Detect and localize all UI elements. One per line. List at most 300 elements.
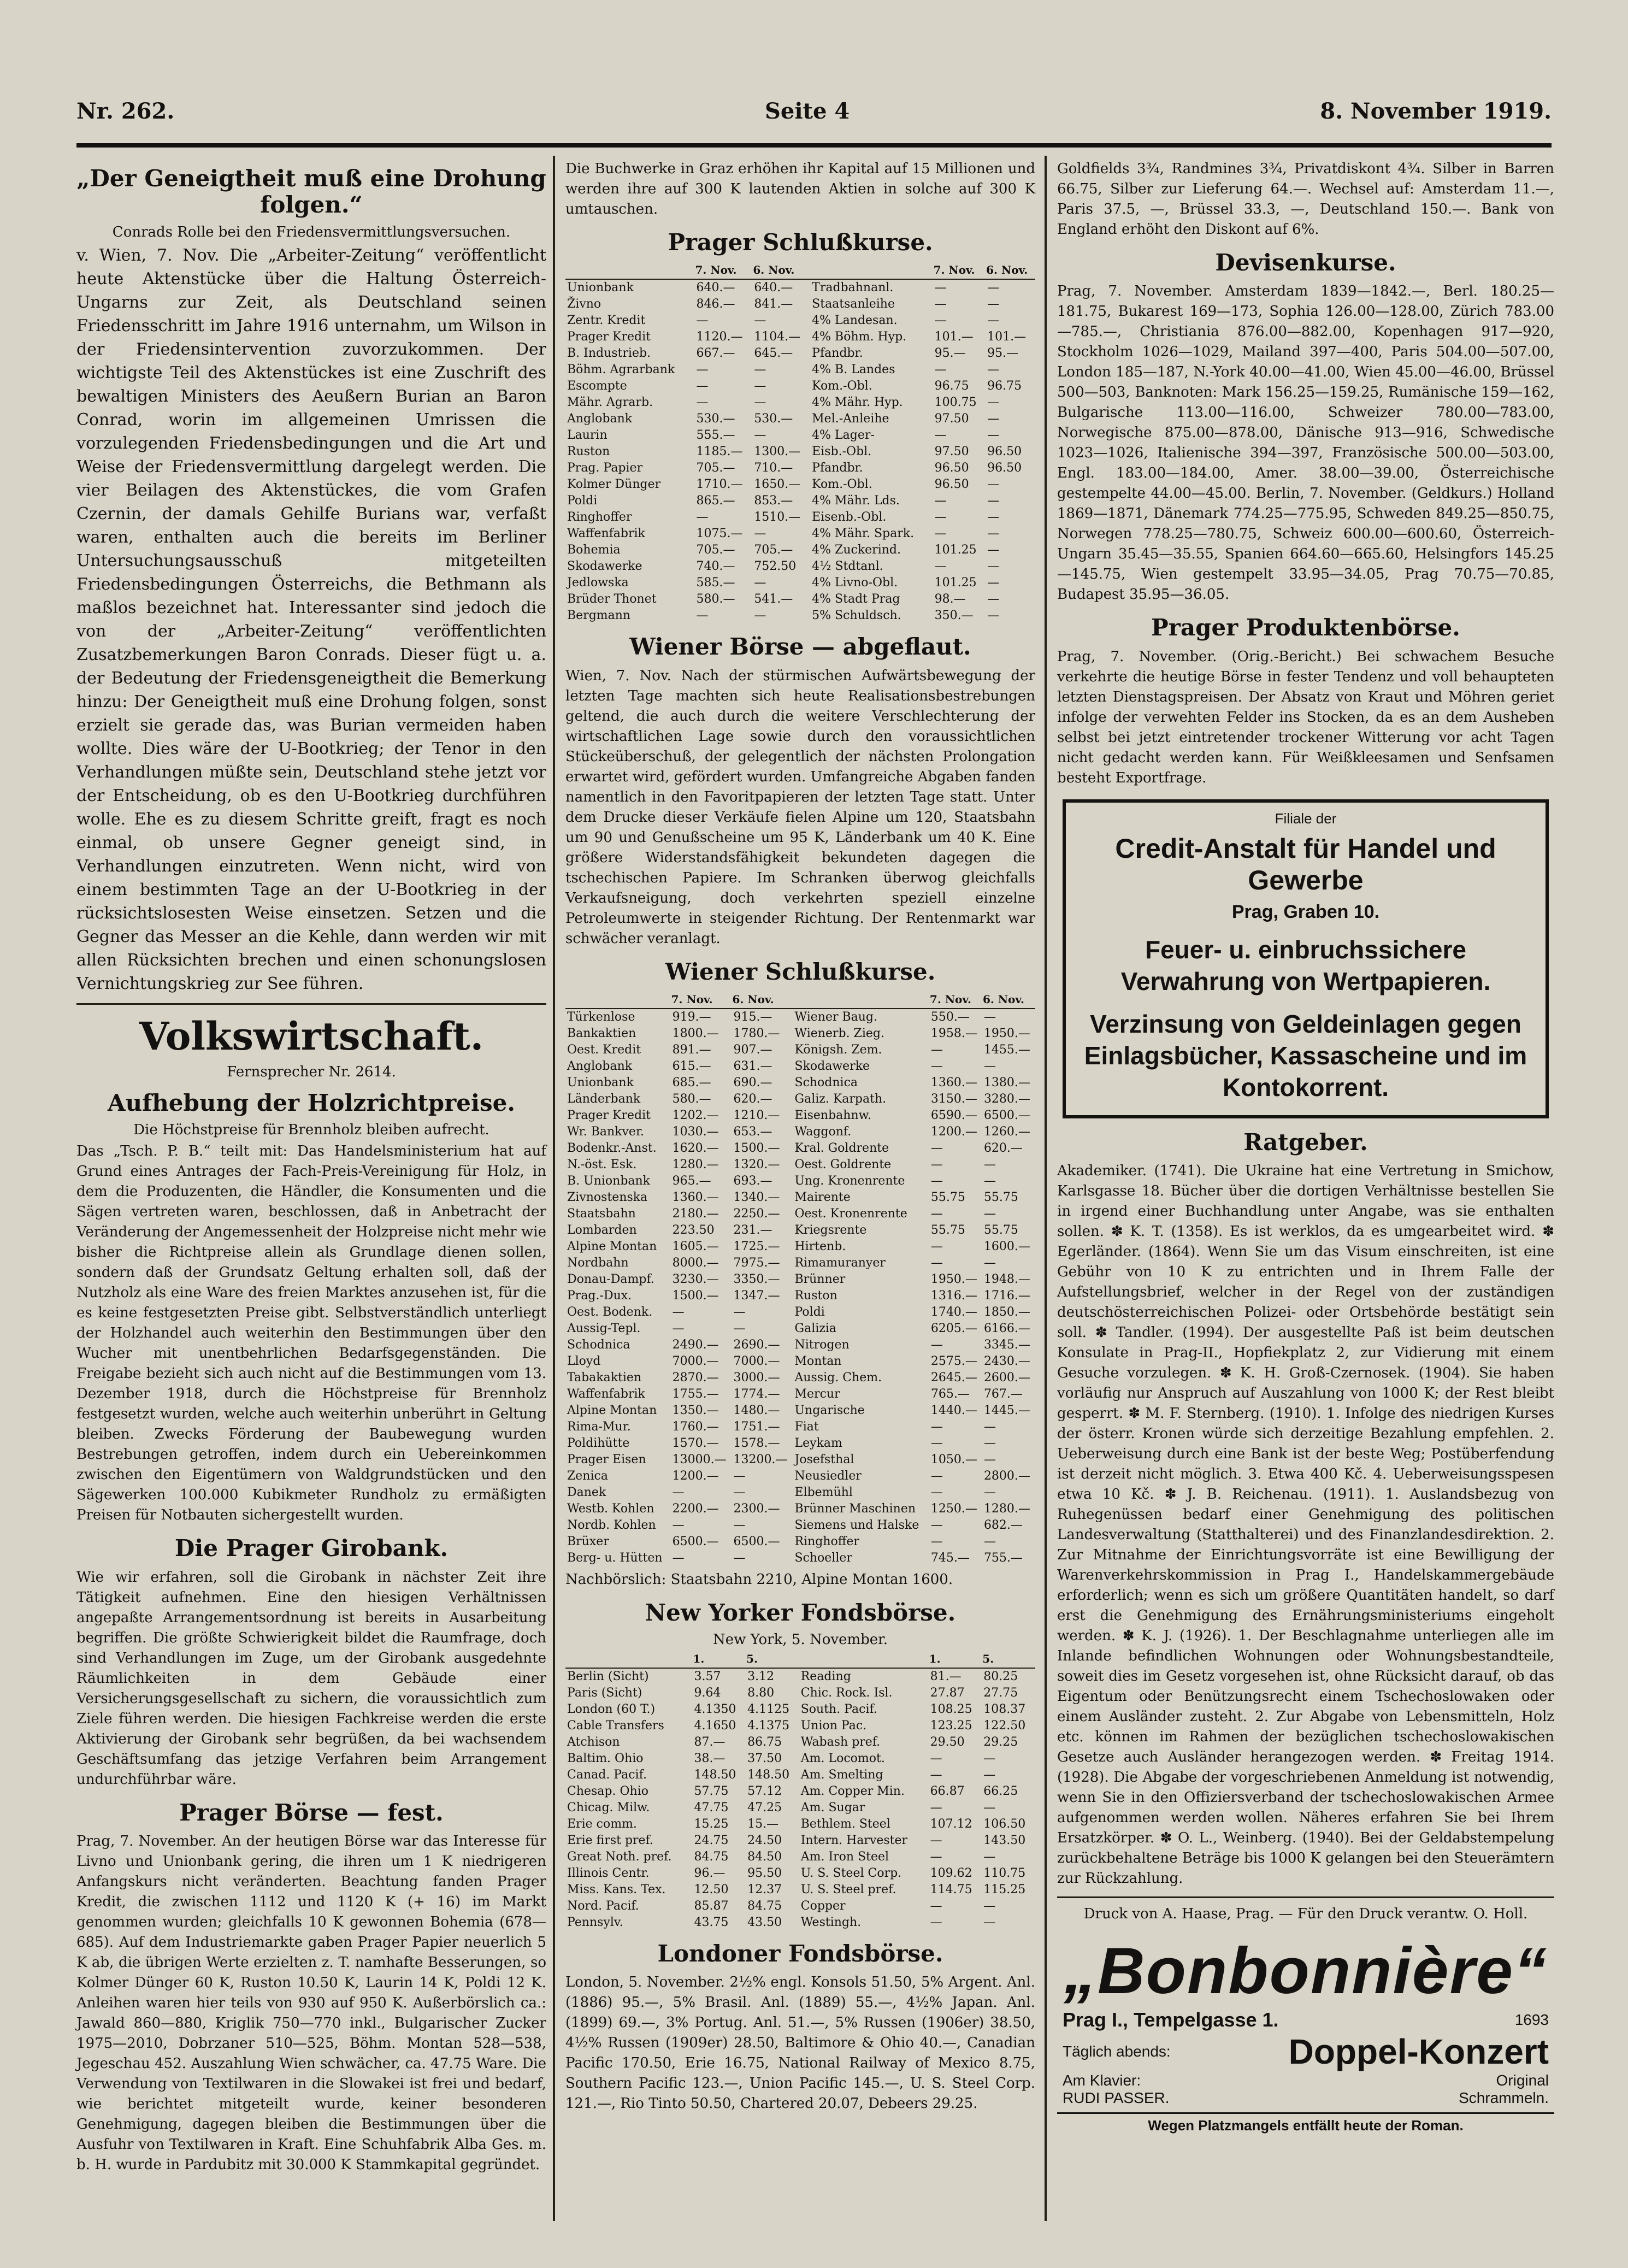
table-cell: Am. Sugar [800, 1801, 865, 1815]
new-york-table [565, 1650, 1035, 1931]
table-cell: — [934, 297, 947, 311]
table-cell: 1250.— [930, 1501, 977, 1516]
table-cell: — [983, 1256, 996, 1270]
table-cell: 693.— [733, 1174, 772, 1188]
column-3 [1057, 156, 1554, 2232]
ad-line: Filiale der [1275, 810, 1337, 827]
table-cell: — [733, 1305, 746, 1319]
table-cell: — [754, 396, 766, 410]
table-cell: — [754, 576, 766, 590]
table-row [565, 1157, 1035, 1173]
table-cell: — [987, 297, 1000, 311]
table-cell: Cable Transfers [567, 1719, 664, 1733]
table-cell: — [930, 1338, 943, 1352]
table-cell: Mercur [794, 1387, 840, 1401]
table-header-row [565, 991, 1035, 1009]
table-cell: — [672, 1485, 685, 1499]
table-row [565, 1668, 1035, 1685]
table-cell: Laurin [567, 428, 607, 443]
table-cell: Siemens und Halske [794, 1518, 919, 1532]
table-cell: Lloyd [567, 1354, 601, 1368]
table-cell: 1950.— [930, 1272, 977, 1286]
table-row [565, 1685, 1035, 1701]
table-row [565, 345, 1035, 362]
table-cell: Westb. Kohlen [567, 1501, 654, 1516]
table-header-cell: 1. [692, 1650, 746, 1668]
table-cell: — [987, 576, 1000, 590]
table-cell: 1740.— [930, 1305, 977, 1319]
table-cell: 555.— [696, 428, 735, 443]
table-row [565, 1734, 1035, 1751]
table-cell: Lombarden [567, 1223, 637, 1237]
table-cell: 115.25 [983, 1883, 1026, 1897]
table-cell: 865.— [696, 494, 735, 508]
table-row [565, 378, 1035, 394]
table-header-row [565, 261, 1035, 279]
table-cell: 95.— [987, 346, 1019, 361]
table-cell: 2180.— [672, 1206, 719, 1221]
table-cell: 1075.— [696, 527, 743, 541]
table-cell: Bodenkr.-Anst. [567, 1141, 657, 1155]
table-cell: Mähr. Agrarb. [567, 396, 653, 410]
table-row [565, 509, 1035, 526]
table-cell: Atchison [567, 1735, 620, 1749]
table-cell: Eisenb.-Obl. [812, 510, 887, 525]
article-title: Die Prager Girobank. [174, 1535, 449, 1562]
table-cell: 101.— [987, 330, 1027, 344]
table-cell: — [934, 363, 947, 377]
table-cell: 100.75 [934, 396, 977, 410]
table-cell: — [983, 1436, 996, 1450]
table-cell: Bergmann [567, 609, 631, 623]
table-cell: — [930, 1752, 942, 1766]
table-cell: 2600.— [983, 1370, 1030, 1385]
table-cell: Paris (Sicht) [567, 1686, 642, 1700]
table-note: Nachbörslich: Staatsbahn 2210, Alpine Montan 1600. [565, 1571, 953, 1588]
table-cell: — [930, 1850, 942, 1864]
table-cell: — [987, 559, 1000, 574]
table-cell: 96.75 [987, 379, 1022, 393]
table-cell: 4% Lager- [812, 428, 875, 443]
column-rule-1 [553, 156, 555, 2221]
table-cell: 1347.— [733, 1288, 780, 1303]
ad-daily: Täglich abends: [1063, 2042, 1171, 2060]
table-cell: 148.50 [694, 1768, 736, 1782]
table-cell: Ringhoffer [567, 510, 632, 525]
article-body: v. Wien, 7. Nov. Die „Arbeiter-Zeitung“ veröffentlicht heute Aktenstücke über die Haltung Österreich-Ungarns zur Zeit, als Deutschland seinen Friedensschritt im Jahre 1916 unternahm, um Wilson in der Friedensintervention zuvorzukommen. Der wichtigste Teil des Aktenstückes ist eine Zuschrift des bewaltigen Ministers des Aeußern Burian an Baron Conrad, worin im allgemeinen Umrissen die vorzulegenden Friedensbedingungen und die Art und Weise der Friedensvermittlung dargelegt werden. Die vier Beilagen des Aktenstückes, die vom Grafen Czernin, der damals Gehilfe Burians war, verfaßt waren, enthalten auch die bereits im Berliner Untersuchungsausschuß mitgeteilten Friedensbedingungen Österreichs, die Bethmann als maßlos bezeichnet hat. Interessanter sind jedoch die von der „Arbeiter-Zeitung“ veröffentlichten Zusatzbemerkungen Baron Conrads. Dieser fügt u. a. der Bedeutung der Friedensgeneigtheit die Bemerkung hinzu: Der Geneigtheit muß eine Drohung folgen, sonst erzielt sie gerade das, was Burian vermeiden haben wollte. Dies wäre der U-Bootkrieg; der Tenor in den Verhandlungen müßte sein, Deutschland stehe jetzt vor der Entscheidung, ob es den U-Bootkrieg durchführen wolle. Ehe es zu diesem Schritte greift, fragt es noch einmal, ob unsere Gegner geneigt sind, in Verhandlungen einzutreten. Wenn nicht, wird von einem bestimmten Tage an der U-Bootkrieg in der rücksichtslosesten Weise einsetzen. Setzen und die Gegner das Messer an die Kehle, dann werden wir mit allen Rücksichten brechen und einen schonungslosen Vernichtungskrieg zur See führen. [76, 245, 546, 993]
ad-address: Prag, Graben 10. [1231, 901, 1380, 922]
ad-address: Prag I., Tempelgasse 1. [1063, 2008, 1279, 2031]
table-cell: Chicag. Milw. [567, 1801, 650, 1815]
table-cell: 29.50 [930, 1735, 965, 1749]
table-row [565, 542, 1035, 558]
table-cell: — [930, 1834, 942, 1848]
table-cell: 3.57 [694, 1670, 721, 1684]
table-cell: Nord. Pacif. [567, 1899, 639, 1913]
table-cell: — [754, 428, 766, 443]
table-row [565, 1701, 1035, 1718]
table-cell: 101.— [934, 330, 974, 344]
table-row [565, 1452, 1035, 1468]
table-cell: Oest. Bodenk. [567, 1305, 653, 1319]
table-cell: — [733, 1321, 746, 1335]
table-cell: — [983, 1174, 996, 1188]
table-cell: — [983, 1899, 996, 1913]
table-cell: 752.50 [754, 559, 797, 574]
table-cell: — [987, 592, 1000, 606]
table-cell: 541.— [754, 592, 793, 606]
table-cell: 8000.— [672, 1256, 719, 1270]
table-cell: Galizia [794, 1321, 837, 1335]
table-cell: — [987, 510, 1000, 525]
table-cell: 740.— [696, 559, 735, 574]
table-cell: 6166.— [983, 1321, 1030, 1335]
table-cell: Alpine Montan [567, 1403, 657, 1417]
table-cell: — [930, 1469, 943, 1483]
article-title: Prager Börse — fest. [179, 1799, 444, 1826]
table-cell: 5% Schuldsch. [812, 609, 901, 623]
table-cell: — [672, 1321, 685, 1335]
table-cell: 2645.— [930, 1370, 977, 1385]
table-row [565, 1140, 1035, 1157]
table-cell: 107.12 [930, 1817, 972, 1831]
table-cell: 7000.— [672, 1354, 719, 1368]
table-cell: 55.75 [983, 1223, 1018, 1237]
table-cell: 2490.— [672, 1338, 719, 1352]
table-cell: 615.— [672, 1059, 711, 1073]
table-row [565, 1468, 1035, 1484]
table-cell: — [934, 281, 947, 295]
table-cell: 84.75 [747, 1899, 782, 1913]
table-cell: — [983, 1206, 996, 1221]
table-cell: 682.— [983, 1518, 1023, 1532]
table-cell: 767.— [983, 1387, 1023, 1401]
issue-date: 8. November 1919. [1320, 98, 1552, 124]
table-cell: 4% Mähr. Hyp. [812, 396, 903, 410]
table-row [565, 1370, 1035, 1386]
table-cell: 1760.— [672, 1419, 719, 1434]
table-cell: Alpine Montan [567, 1239, 657, 1253]
table-header-cell: 7. Nov. [933, 261, 986, 279]
section-subtitle: Fernsprecher Nr. 2614. [227, 1064, 396, 1081]
table-cell: 87.— [694, 1735, 725, 1749]
table-cell: 15.— [747, 1817, 779, 1831]
table-cell: — [987, 428, 1000, 443]
table-cell: Skodawerke [794, 1059, 870, 1073]
table-row [565, 526, 1035, 542]
table-cell: Copper [800, 1899, 846, 1913]
table-cell: Brünner Maschinen [794, 1501, 916, 1516]
table-cell: — [987, 494, 1000, 508]
table-cell: 1800.— [672, 1026, 719, 1040]
page-number: Seite 4 [765, 98, 850, 124]
table-cell: 1200.— [672, 1469, 719, 1483]
table-cell: 1774.— [733, 1387, 780, 1401]
table-cell: — [672, 1551, 685, 1565]
table-cell: 80.25 [983, 1670, 1018, 1684]
table-cell: 1120.— [696, 330, 743, 344]
table-cell: Poldi [794, 1305, 825, 1319]
bank-advertisement [1063, 799, 1549, 1118]
table-row [565, 1239, 1035, 1255]
table-row [565, 313, 1035, 329]
table-cell: — [696, 396, 709, 410]
table-cell: 108.37 [983, 1703, 1026, 1717]
table-cell: N.-öst. Esk. [567, 1157, 637, 1171]
table-cell: Oest. Goldrente [794, 1157, 892, 1171]
table-cell: Zivnostenska [567, 1190, 648, 1204]
table-cell: Josefsthal [794, 1452, 854, 1466]
table-cell: — [930, 1801, 942, 1815]
table-row [565, 1058, 1035, 1075]
table-cell: Skodawerke [567, 559, 642, 574]
table-row [565, 1271, 1035, 1288]
table-cell: Waggonf. [794, 1124, 852, 1139]
table-cell: Anglobank [567, 1059, 633, 1073]
column-rule-2 [1045, 156, 1047, 2221]
table-cell: 43.75 [694, 1916, 729, 1930]
table-row [565, 394, 1035, 411]
table-cell: 1958.— [930, 1026, 977, 1040]
table-cell: 1510.— [754, 510, 801, 525]
table-cell: 4% Böhm. Hyp. [812, 330, 907, 344]
table-cell: Ungarische [794, 1403, 865, 1417]
table-cell: 37.50 [747, 1752, 782, 1766]
table-cell: — [983, 1419, 996, 1434]
table-cell: Canad. Pacif. [567, 1768, 647, 1782]
table-cell: 1570.— [672, 1436, 719, 1450]
table-cell: — [930, 1141, 943, 1155]
table-cell: 891.— [672, 1042, 711, 1057]
table-cell: 84.50 [747, 1850, 782, 1864]
table-row [565, 1353, 1035, 1370]
table-cell: 9.64 [694, 1686, 721, 1700]
table-cell: 530.— [754, 412, 793, 426]
table-cell: 710.— [754, 461, 793, 475]
table-row [565, 1718, 1035, 1734]
table-cell: Rima-Mur. [567, 1419, 631, 1434]
table-cell: 1751.— [733, 1419, 780, 1434]
table-cell: Reading [800, 1670, 851, 1684]
ad-piano-label: Am Klavier: [1063, 2071, 1141, 2089]
table-cell: Pfandbr. [812, 346, 863, 361]
table-cell: South. Pacif. [800, 1703, 877, 1717]
table-cell: — [696, 363, 709, 377]
table-cell: Danek [567, 1485, 606, 1499]
table-cell: 631.— [733, 1059, 772, 1073]
table-cell: 96.50 [987, 445, 1022, 459]
table-cell: — [930, 1899, 942, 1913]
table-cell: Königsh. Zem. [794, 1042, 882, 1057]
table-cell: — [983, 1010, 996, 1024]
table-cell: 765.— [930, 1387, 970, 1401]
table-cell: Pennsylv. [567, 1916, 623, 1930]
table-cell: — [754, 609, 766, 623]
table-row [565, 1914, 1035, 1931]
table-cell: Erie comm. [567, 1817, 637, 1831]
table-cell: Ringhoffer [794, 1534, 859, 1548]
table-title: New Yorker Fondsbörse. [645, 1599, 956, 1626]
table-row [565, 1849, 1035, 1865]
table-cell: Kom.-Obl. [812, 478, 872, 492]
table-cell: 110.75 [983, 1866, 1026, 1881]
table-cell: — [930, 1059, 943, 1073]
table-cell: Prager Kredit [567, 1108, 651, 1122]
table-cell: 6205.— [930, 1321, 977, 1335]
separator [76, 1003, 546, 1005]
table-cell: 1755.— [672, 1387, 719, 1401]
table-cell: 3000.— [733, 1370, 780, 1385]
table-cell: 109.62 [930, 1866, 972, 1881]
article-title: Prager Produktenbörse. [1151, 614, 1460, 641]
ad-orig-label: Original [1496, 2071, 1549, 2089]
table-cell: Poldi [567, 494, 598, 508]
table-cell: — [930, 1419, 943, 1434]
table-cell: 27.75 [983, 1686, 1018, 1700]
table-cell: Staatsbahn [567, 1206, 636, 1221]
table-row [565, 329, 1035, 345]
table-row [565, 1534, 1035, 1550]
table-cell: Am. Locomot. [800, 1752, 885, 1766]
table-cell: 915.— [733, 1010, 772, 1024]
table-row [565, 1501, 1035, 1517]
table-cell: 640.— [754, 281, 793, 295]
table-cell: Berlin (Sicht) [567, 1670, 649, 1684]
table-cell: 6500.— [733, 1534, 780, 1548]
table-cell: 97.50 [934, 445, 969, 459]
table-cell: 47.25 [747, 1801, 782, 1815]
table-cell: 7975.— [733, 1256, 780, 1270]
table-row [565, 1783, 1035, 1800]
table-cell: Waffenfabrik [567, 1387, 645, 1401]
table-cell: Escompte [567, 379, 627, 393]
table-row [565, 493, 1035, 509]
table-cell: — [696, 510, 709, 525]
table-cell: 114.75 [930, 1883, 972, 1897]
article-title: Londoner Fondsbörse. [657, 1940, 943, 1967]
table-cell: 12.37 [747, 1883, 782, 1897]
table-row [565, 1550, 1035, 1566]
table-cell: Westingh. [800, 1916, 862, 1930]
table-title: Prager Schlußkurse. [668, 229, 933, 256]
table-cell: Ruston [794, 1288, 837, 1303]
table-cell: 13000.— [672, 1452, 727, 1466]
table-cell: — [983, 1059, 996, 1073]
table-cell: Am. Copper Min. [800, 1784, 905, 1799]
table-row [565, 1255, 1035, 1271]
table-header-cell: 7. Nov. [929, 991, 982, 1009]
table-cell: 3345.— [983, 1338, 1030, 1352]
table-cell: 1104.— [754, 330, 801, 344]
table-cell: — [987, 363, 1000, 377]
table-cell: Kral. Goldrente [794, 1141, 889, 1155]
table-cell: 846.— [696, 297, 735, 311]
table-cell: B. Unionbank [567, 1174, 651, 1188]
table-cell: Leykam [794, 1436, 842, 1450]
table-cell: Chic. Rock. Isl. [800, 1686, 893, 1700]
table-cell: Kriegsrente [794, 1223, 867, 1237]
table-cell: 122.50 [983, 1719, 1026, 1733]
table-cell: 1850.— [983, 1305, 1030, 1319]
table-row [565, 1124, 1035, 1140]
table-header-cell [799, 1650, 929, 1668]
column-1 [76, 156, 546, 2173]
table-cell: 123.25 [930, 1719, 972, 1733]
table-cell: Ruston [567, 445, 610, 459]
table-cell: 38.— [694, 1752, 725, 1766]
table-cell: 1202.— [672, 1108, 719, 1122]
table-header-cell: 6. Nov. [732, 991, 793, 1009]
table-row [565, 1304, 1035, 1321]
table-cell: 620.— [733, 1092, 772, 1106]
table-cell: — [983, 1452, 996, 1466]
table-cell: 1350.— [672, 1403, 719, 1417]
table-cell: — [930, 1916, 942, 1930]
table-cell: Unionbank [567, 281, 634, 295]
table-row [565, 1403, 1035, 1419]
table-cell: — [987, 527, 1000, 541]
table-cell: 1260.— [983, 1124, 1030, 1139]
table-row [565, 444, 1035, 460]
table-cell: 4.1650 [694, 1719, 736, 1733]
table-cell: 2690.— [733, 1338, 780, 1352]
table-cell: 1445.— [983, 1403, 1030, 1417]
table-cell: — [930, 1256, 943, 1270]
table-cell: Brüxer [567, 1534, 609, 1548]
table-cell: 350.— [934, 609, 974, 623]
table-cell: Oest. Kredit [567, 1042, 641, 1057]
table-cell: 4% Livno-Obl. [812, 576, 898, 590]
table-row [565, 1321, 1035, 1337]
table-row [565, 1009, 1035, 1026]
table-cell: 841.— [754, 297, 793, 311]
table-cell: Kom.-Obl. [812, 379, 872, 393]
table-cell: Prager Kredit [567, 330, 651, 344]
table-cell: — [987, 609, 1000, 623]
table-cell: Rimamuranyer [794, 1256, 886, 1270]
table-cell: 101.25 [934, 543, 977, 557]
table-row [565, 362, 1035, 378]
table-cell: 1500.— [672, 1288, 719, 1303]
table-cell: — [930, 1534, 943, 1548]
table-cell: 231.— [733, 1223, 772, 1237]
table-cell: — [754, 314, 766, 328]
table-cell: Schodnica [794, 1075, 858, 1089]
table-cell: 101.25 [934, 576, 977, 590]
table-subtitle: New York, 5. November. [713, 1631, 888, 1648]
table-cell: — [930, 1485, 943, 1499]
table-cell: 1316.— [930, 1288, 977, 1303]
table-cell: Živno [567, 297, 601, 311]
table-cell: — [696, 379, 709, 393]
table-header-cell: 1. [929, 1650, 982, 1668]
table-cell: 2250.— [733, 1206, 780, 1221]
table-cell: 4% Mähr. Lds. [812, 494, 900, 508]
table-cell: — [930, 1518, 943, 1532]
table-cell: 84.75 [694, 1850, 729, 1864]
table-cell: Erie first pref. [567, 1834, 653, 1848]
table-cell: Unionbank [567, 1075, 634, 1089]
table-row [565, 1173, 1035, 1189]
table-cell: Nordb. Kohlen [567, 1518, 656, 1532]
article-body: Das „Tsch. P. B.“ teilt mit: Das Handelsministerium hat auf Grund eines Antrages der Fach-Preis-Vereinigung für Holz, in dem die Produzenten, die Händler, die Konsumenten und die Sägen vertreten waren, beschlossen, daß in Anbetracht der Veränderung der Angemessenheit der Holzpreise nicht mehr wie bisher die Richtpreise allein als Grundlage dienen sollen, sondern daß der Grundsatz Geltung erhalten soll, daß der Nutzholz als eine Ware des freien Marktes anzusehen ist, für die es keine festgesetzten Preise gibt. Selbstverständlich unterliegt der Holzhandel auch weiterhin den Bestimmungen über den Wucher mit unentbehrlichen Bedarfsgegenständen. Die Freigabe bezieht sich auch nicht auf die Bestimmungen vom 13. Dezember 1918, durch die Höchstpreise für Brennholz festgesetzt wurden, welche auch weiterhin unberührt in Geltung bleiben. Zwecks Förderung der Baubewegung wurden Bestrebungen getroffen, indem durch ein Uebereinkommen zwischen den Eigentümern von Waldgrundstücken und den Sägewerken 100.000 Kubikmeter Rundholz zu ermäßigten Preisen für Notbauten sichergestellt wurden. [76, 1143, 546, 1524]
table-row [565, 1206, 1035, 1222]
table-row [565, 608, 1035, 624]
table-cell: Elbemühl [794, 1485, 853, 1499]
table-header-cell: 6. Nov. [982, 991, 1035, 1009]
table-cell: Union Pac. [800, 1719, 867, 1733]
table-cell: 1380.— [983, 1075, 1030, 1089]
